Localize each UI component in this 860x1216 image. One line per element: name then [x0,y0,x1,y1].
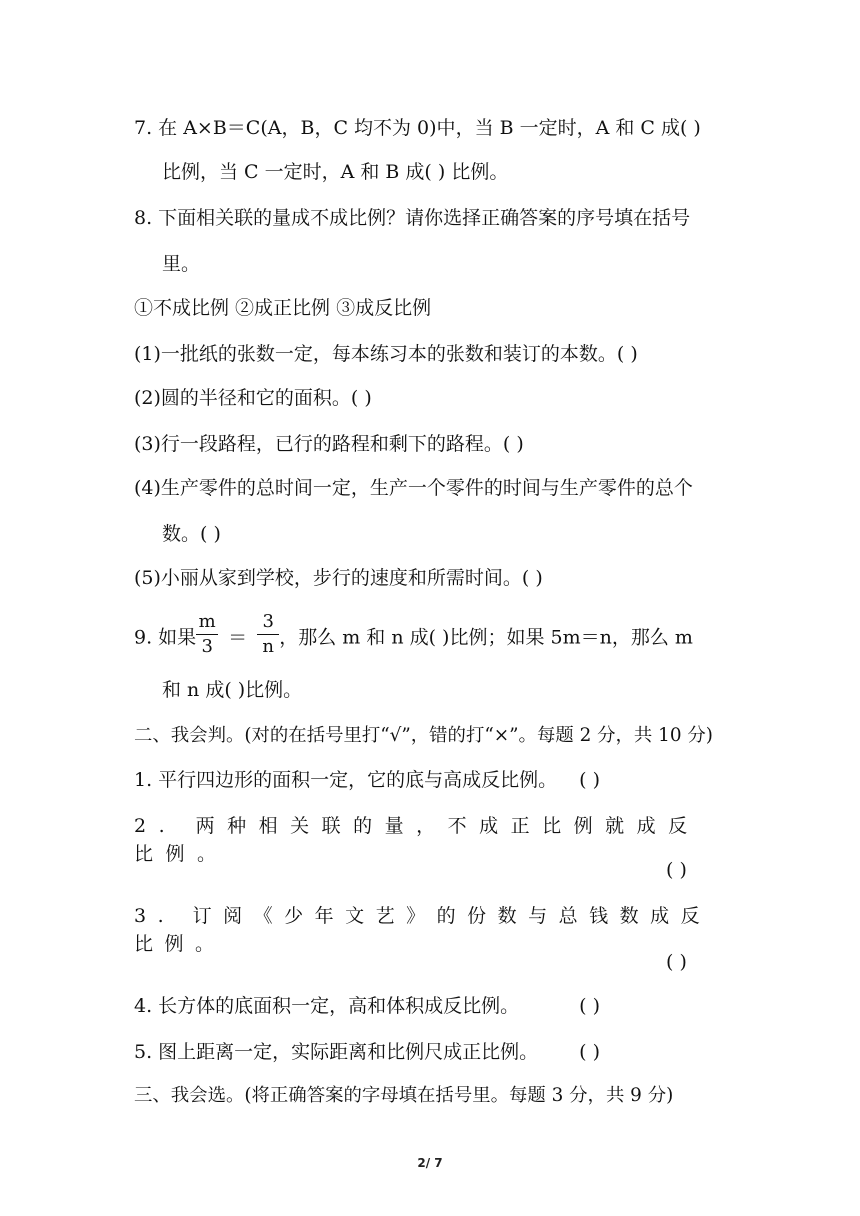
q8-item-3: (3)行一段路程，已行的路程和剩下的路程。( ) [134,433,524,455]
q8-item-1: (1)一批纸的张数一定，每本练习本的张数和装订的本数。( ) [134,343,638,365]
judge-item-1-text: 1. 平行四边形的面积一定，它的底与高成反比例。 [134,769,558,791]
fraction-m-over-3 [196,610,218,659]
q9-line2: 和 n 成( )比例。 [162,679,303,701]
judge-item-5 [134,1038,730,1066]
q7-line2: 比例，当 C 一定时，A 和 B 成( ) 比例。 [162,161,509,183]
judge-item-2 [134,812,730,868]
q8-line2: 里。 [162,253,201,275]
fraction-3-over-n [257,610,279,659]
judge-item-2-paren[interactable]: ( ) [666,859,687,881]
judge-item-3-paren[interactable]: ( ) [666,951,687,973]
section2-heading: 二、我会判。(对的在括号里打“√”，错的打“×”。每题 2 分，共 10 分) [134,725,713,746]
q8-item-5: (5)小丽从家到学校，步行的速度和所需时间。( ) [134,567,543,589]
fraction-numerator: 3 [257,610,279,635]
judge-item-3-text: 3. 订阅《少年文艺》的份数与总钱数成反比例。 [134,905,712,955]
q8-item-4-cont: 数。( ) [162,523,221,545]
page-number: 2/ 7 [417,1156,443,1170]
q8-item-2: (2)圆的半径和它的面积。( ) [134,387,372,409]
q8-line1: 8. 下面相关联的量成不成比例？请你选择正确答案的序号填在括号 [134,207,691,229]
q7-line1: 7. 在 A×B＝C(A，B，C 均不为 0)中，当 B 一定时，A 和 C 成( ) [134,117,701,139]
judge-item-4 [134,992,730,1020]
equals-sign: ＝ [228,626,248,649]
fraction-denominator: n [262,636,274,657]
judge-item-4-text: 4. 长方体的底面积一定，高和体积成反比例。 [134,995,520,1017]
q9-prefix: 9. 如果 [134,626,197,649]
judge-item-5-paren[interactable]: ( ) [579,1041,600,1063]
fraction-numerator: m [196,610,218,635]
q8-options: ①不成比例 ②成正比例 ③成反比例 [134,297,432,319]
q9-suffix: ，那么 m 和 n 成( )比例；如果 5m＝n，那么 m [279,626,693,649]
judge-item-1-paren[interactable]: ( ) [579,769,600,791]
judge-item-3 [134,902,730,958]
judge-item-5-text: 5. 图上距离一定，实际距离和比例尺成正比例。 [134,1041,539,1063]
judge-item-1 [134,766,730,794]
fraction-denominator: 3 [201,636,213,657]
judge-item-2-text: 2. 两种相关联的量，不成正比例就成反比例。 [134,815,700,865]
q9-line1 [134,611,730,659]
section3-heading: 三、我会选。(将正确答案的字母填在括号里。每题 3 分，共 9 分) [134,1085,674,1106]
q8-item-4: (4)生产零件的总时间一定，生产一个零件的时间与生产零件的总个 [134,477,693,499]
judge-item-4-paren[interactable]: ( ) [579,995,600,1017]
